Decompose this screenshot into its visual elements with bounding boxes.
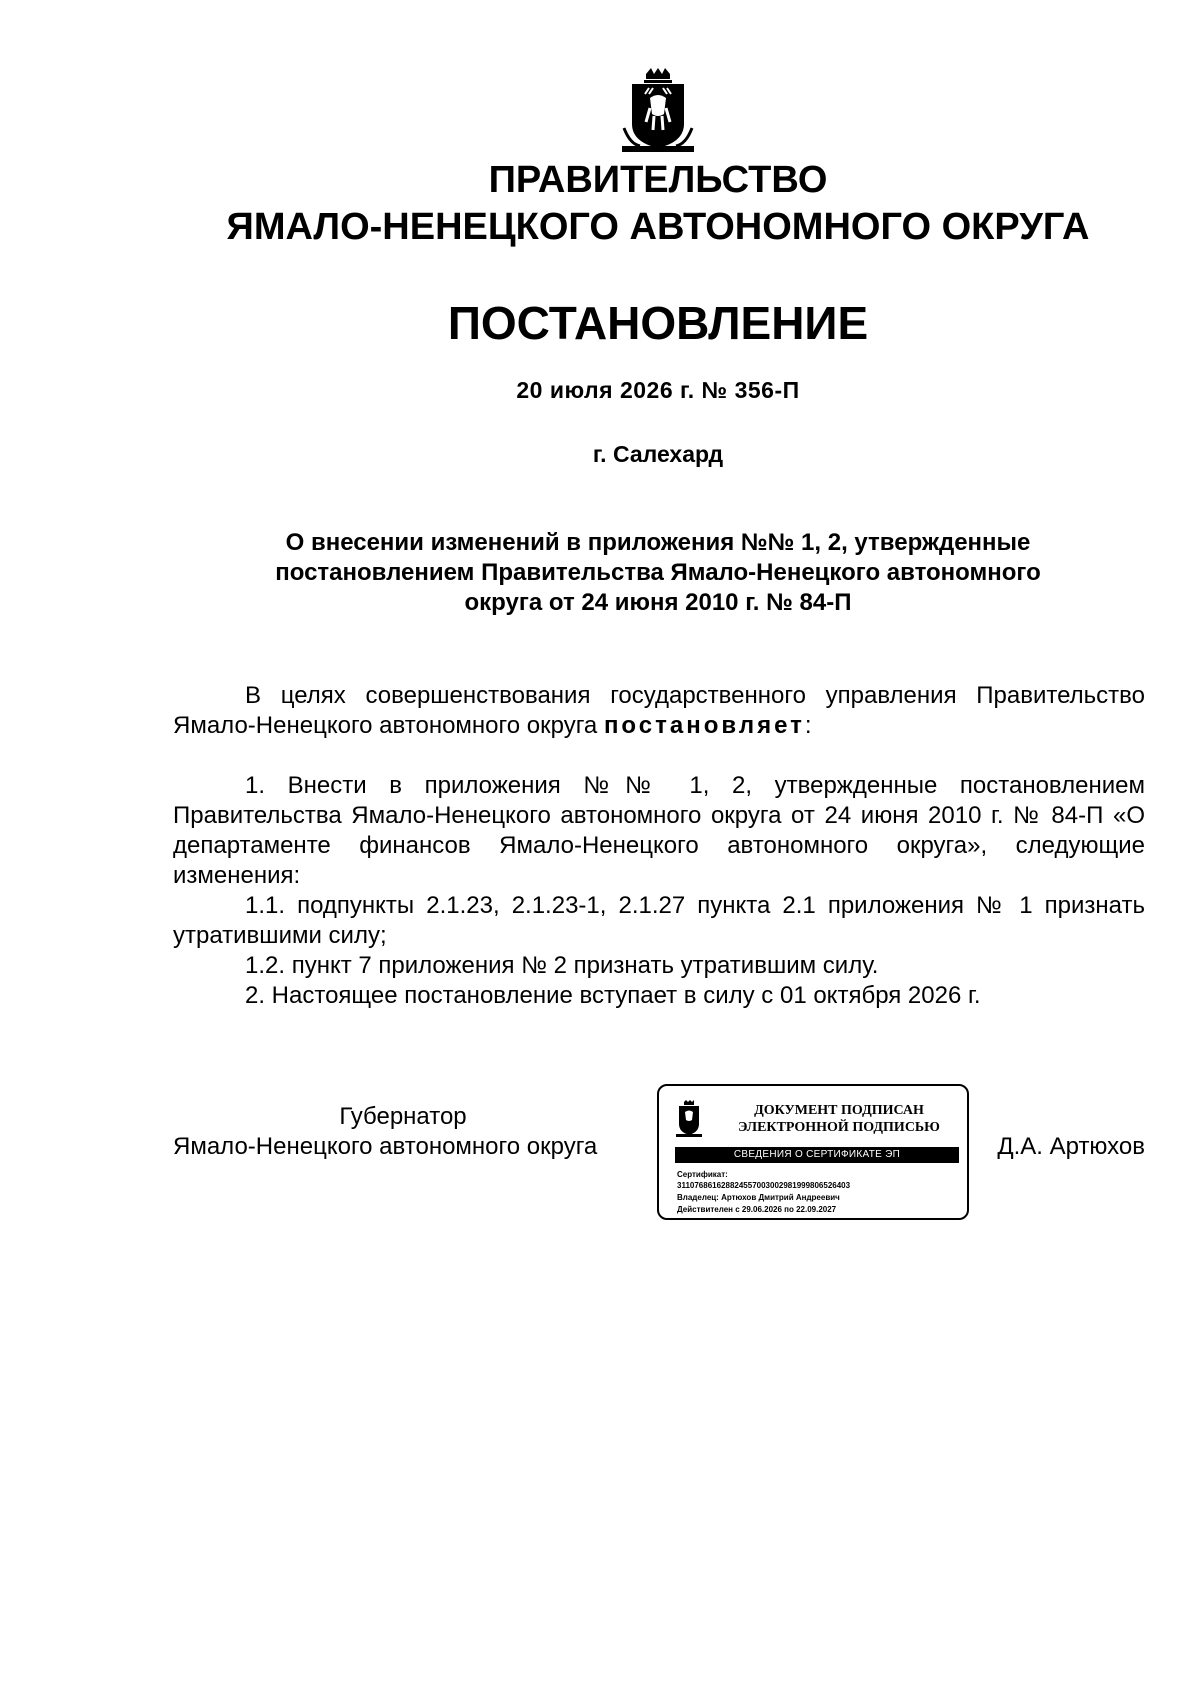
signatory-name: Д.А. Артюхов: [997, 1133, 1145, 1160]
subject-line: постановлением Правительства Ямало-Ненецкого автономного: [275, 559, 1041, 586]
item-1: 1. Внести в приложения №№ 1, 2, утвержденные постановлением Правительства Ямало-Ненецкого автономного округа от 24 июня 2010 г. № 84-П «О департаменте финансов Ямало-Ненецкого автономного округа», следующие изменения:: [173, 772, 1145, 889]
item-1-2: 1.2. пункт 7 приложения № 2 признать утратившим силу.: [245, 952, 879, 979]
certificate-owner: Владелец: Артюхов Дмитрий Андреевич: [677, 1193, 840, 1202]
document-city: г. Салехард: [592, 441, 724, 467]
subject-line: округа от 24 июня 2010 г. № 84-П: [464, 589, 852, 616]
signatory-region: Ямало-Ненецкого автономного округа: [173, 1133, 598, 1160]
stamp-title-line: ДОКУМЕНТ ПОДПИСАН: [754, 1103, 924, 1118]
organization-name-line1: ПРАВИТЕЛЬСТВО: [488, 159, 828, 201]
stamp-title-line: ЭЛЕКТРОННОЙ ПОДПИСЬЮ: [738, 1120, 940, 1135]
document-subject: [213, 528, 1103, 618]
stamp-title: [719, 1102, 959, 1136]
document-date-number: 20 июля 2026 г. № 356-П: [516, 377, 800, 403]
coat-of-arms-emblem: [620, 68, 696, 154]
intro-paragraph: [173, 681, 1145, 741]
signatory-title: Губернатор: [339, 1103, 467, 1130]
subject-line: О внесении изменений в приложения №№ 1, 2, утвержденные: [285, 529, 1031, 556]
resolution-keyword: постановляет: [603, 712, 805, 739]
certificate-label: Сертификат:: [677, 1170, 728, 1179]
item-2: 2. Настоящее постановление вступает в силу с 01 октября 2026 г.: [245, 982, 981, 1009]
intro-end: :: [804, 712, 812, 739]
item-1-1: 1.1. подпункты 2.1.23, 2.1.23-1, 2.1.27 пункта 2.1 приложения № 1 признать утратившими силу;: [173, 892, 1145, 949]
organization-name-line2: ЯМАЛО-НЕНЕЦКОГО АВТОНОМНОГО ОКРУГА: [226, 206, 1090, 248]
document-type-title: ПОСТАНОВЛЕНИЕ: [447, 297, 869, 349]
document-body: [173, 681, 1145, 1011]
coat-of-arms-icon: [675, 1100, 703, 1138]
intro-text: В целях совершенствования государственного управления Правительство Ямало-Ненецкого автономного округа: [173, 682, 1145, 739]
certificate-number: 311076861628824557003002981999806526403: [677, 1181, 851, 1190]
certificate-header: СВЕДЕНИЯ О СЕРТИФИКАТЕ ЭП: [675, 1147, 959, 1163]
electronic-signature-stamp: [657, 1084, 969, 1220]
certificate-validity: Действителен с 29.06.2026 по 22.09.2027: [677, 1205, 837, 1214]
